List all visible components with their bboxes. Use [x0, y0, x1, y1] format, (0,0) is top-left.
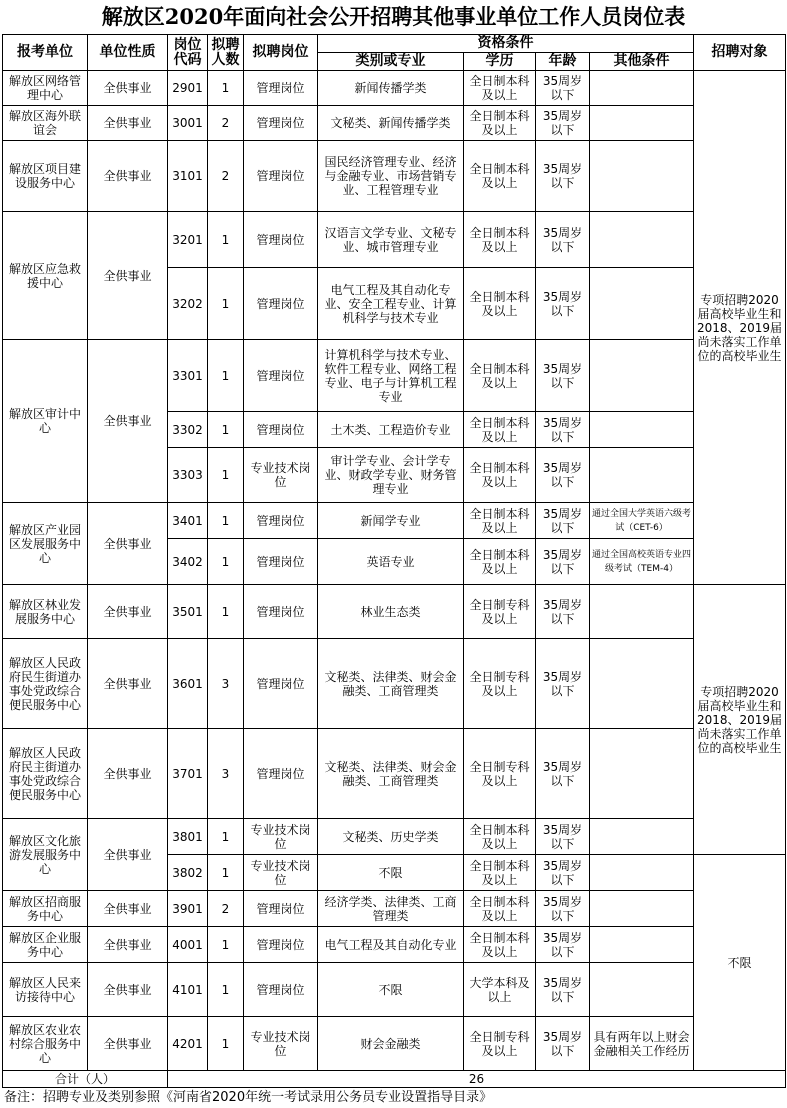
header-other: 其他条件: [590, 53, 694, 71]
cell-post: 管理岗位: [244, 639, 318, 729]
cell-age: 35周岁以下: [536, 71, 590, 106]
cell-education: 全日制专科及以上: [464, 585, 536, 639]
cell-major: 文秘类、法律类、财会金融类、工商管理类: [318, 639, 464, 729]
cell-education: 全日制本科及以上: [464, 106, 536, 141]
cell-post: 专业技术岗位: [244, 1017, 318, 1071]
header-code: 岗位代码: [168, 35, 208, 71]
cell-unit: 解放区人民政府民主街道办事处党政综合便民服务中心: [3, 729, 88, 819]
cell-unit: 解放区文化旅游发展服务中心: [3, 819, 88, 891]
cell-post: 管理岗位: [244, 106, 318, 141]
cell-nature: 全供事业: [88, 106, 168, 141]
cell-target-2: 专项招聘2020届高校毕业生和2018、2019届尚未落实工作单位的高校毕业生: [694, 585, 786, 855]
total-value: 26: [168, 1071, 786, 1088]
cell-code: 3501: [168, 585, 208, 639]
cell-code: 3701: [168, 729, 208, 819]
cell-unit: 解放区审计中心: [3, 340, 88, 503]
cell-count: 1: [208, 412, 244, 448]
cell-code: 3802: [168, 855, 208, 891]
cell-code: 3001: [168, 106, 208, 141]
cell-post: 专业技术岗位: [244, 448, 318, 503]
cell-major: 英语专业: [318, 539, 464, 585]
total-row: [3, 1071, 786, 1088]
cell-nature: 全供事业: [88, 891, 168, 927]
cell-unit: 解放区招商服务中心: [3, 891, 88, 927]
cell-age: 35周岁以下: [536, 585, 590, 639]
cell-age: 35周岁以下: [536, 729, 590, 819]
cell-education: 全日制专科及以上: [464, 1017, 536, 1071]
cell-post: 管理岗位: [244, 927, 318, 963]
cell-other: [590, 891, 694, 927]
table-row: [3, 927, 786, 963]
cell-unit: 解放区人民来访接待中心: [3, 963, 88, 1017]
cell-other: [590, 71, 694, 106]
table-row: [3, 71, 786, 106]
table-row: [3, 141, 786, 212]
cell-code: 2901: [168, 71, 208, 106]
cell-count: 1: [208, 819, 244, 855]
cell-education: 全日制本科及以上: [464, 891, 536, 927]
cell-unit: 解放区产业园区发展服务中心: [3, 503, 88, 585]
cell-education: 全日制本科及以上: [464, 412, 536, 448]
cell-education: 全日制专科及以上: [464, 639, 536, 729]
cell-code: 3402: [168, 539, 208, 585]
cell-age: 35周岁以下: [536, 503, 590, 539]
cell-post: 管理岗位: [244, 71, 318, 106]
header-qualifications: 资格条件: [318, 35, 694, 53]
cell-count: 1: [208, 585, 244, 639]
cell-code: 3101: [168, 141, 208, 212]
cell-nature: 全供事业: [88, 212, 168, 340]
cell-count: 1: [208, 963, 244, 1017]
cell-major: 财会金融类: [318, 1017, 464, 1071]
cell-nature: 全供事业: [88, 71, 168, 106]
table-row: [3, 639, 786, 729]
cell-nature: 全供事业: [88, 639, 168, 729]
cell-nature: 全供事业: [88, 585, 168, 639]
cell-count: 1: [208, 340, 244, 412]
cell-other: [590, 927, 694, 963]
cell-education: 全日制本科及以上: [464, 448, 536, 503]
cell-nature: 全供事业: [88, 503, 168, 585]
cell-count: 1: [208, 212, 244, 268]
table-row: [3, 340, 786, 412]
table-row: [3, 503, 786, 539]
cell-education: 全日制本科及以上: [464, 340, 536, 412]
cell-count: 2: [208, 891, 244, 927]
cell-age: 35周岁以下: [536, 819, 590, 855]
cell-nature: 全供事业: [88, 819, 168, 891]
cell-unit: 解放区企业服务中心: [3, 927, 88, 963]
cell-age: 35周岁以下: [536, 891, 590, 927]
cell-education: 全日制本科及以上: [464, 539, 536, 585]
cell-code: 4101: [168, 963, 208, 1017]
cell-unit: 解放区应急救援中心: [3, 212, 88, 340]
cell-age: 35周岁以下: [536, 855, 590, 891]
cell-major: 电气工程及其自动化专业、安全工程专业、计算机科学与技术专业: [318, 268, 464, 340]
cell-major: 审计学专业、会计学专业、财政学专业、财务管理专业: [318, 448, 464, 503]
cell-major: 国民经济管理专业、经济与金融专业、市场营销专业、工程管理专业: [318, 141, 464, 212]
cell-other: [590, 268, 694, 340]
cell-major: 文秘类、新闻传播学类: [318, 106, 464, 141]
cell-age: 35周岁以下: [536, 412, 590, 448]
cell-other: [590, 141, 694, 212]
cell-nature: 全供事业: [88, 963, 168, 1017]
table-row: [3, 585, 786, 639]
cell-other: [590, 855, 694, 891]
cell-major: 计算机科学与技术专业、软件工程专业、网络工程专业、电子与计算机工程专业: [318, 340, 464, 412]
cell-education: 全日制本科及以上: [464, 503, 536, 539]
cell-age: 35周岁以下: [536, 539, 590, 585]
cell-unit: 解放区农业农村综合服务中心: [3, 1017, 88, 1071]
page-title: 解放区2020年面向社会公开招聘其他事业单位工作人员岗位表: [101, 4, 686, 29]
cell-major: 土木类、工程造价专业: [318, 412, 464, 448]
cell-age: 35周岁以下: [536, 106, 590, 141]
cell-unit: 解放区项目建设服务中心: [3, 141, 88, 212]
header-unit: 报考单位: [3, 35, 88, 71]
cell-code: 4001: [168, 927, 208, 963]
cell-major: 经济学类、法律类、工商管理类: [318, 891, 464, 927]
cell-other: [590, 639, 694, 729]
cell-target-3: 不限: [694, 855, 786, 1071]
cell-post: 专业技术岗位: [244, 855, 318, 891]
cell-age: 35周岁以下: [536, 268, 590, 340]
cell-education: 全日制本科及以上: [464, 927, 536, 963]
cell-count: 1: [208, 927, 244, 963]
cell-nature: 全供事业: [88, 927, 168, 963]
cell-education: 全日制专科及以上: [464, 729, 536, 819]
cell-code: 3401: [168, 503, 208, 539]
table-row: [3, 1017, 786, 1071]
cell-count: 1: [208, 448, 244, 503]
cell-count: 1: [208, 268, 244, 340]
cell-major: 文秘类、法律类、财会金融类、工商管理类: [318, 729, 464, 819]
cell-major: 新闻传播学类: [318, 71, 464, 106]
cell-unit: 解放区林业发展服务中心: [3, 585, 88, 639]
cell-unit: 解放区海外联谊会: [3, 106, 88, 141]
total-label: 合计（人）: [3, 1071, 168, 1088]
cell-other: [590, 819, 694, 855]
header-major: 类别或专业: [318, 53, 464, 71]
cell-post: 管理岗位: [244, 141, 318, 212]
cell-unit: 解放区人民政府民生街道办事处党政综合便民服务中心: [3, 639, 88, 729]
cell-count: 1: [208, 71, 244, 106]
cell-code: 4201: [168, 1017, 208, 1071]
cell-count: 1: [208, 503, 244, 539]
header-nature: 单位性质: [88, 35, 168, 71]
cell-code: 3202: [168, 268, 208, 340]
cell-age: 35周岁以下: [536, 141, 590, 212]
cell-other: [590, 963, 694, 1017]
positions-table: [2, 34, 786, 1088]
cell-other: 通过全国大学英语六级考试（CET-6）: [590, 503, 694, 539]
header-age: 年龄: [536, 53, 590, 71]
cell-age: 35周岁以下: [536, 448, 590, 503]
cell-code: 3303: [168, 448, 208, 503]
cell-count: 2: [208, 141, 244, 212]
cell-other: [590, 340, 694, 412]
cell-post: 管理岗位: [244, 268, 318, 340]
cell-education: 全日制本科及以上: [464, 212, 536, 268]
cell-post: 管理岗位: [244, 891, 318, 927]
table-row: [3, 819, 786, 855]
cell-code: 3901: [168, 891, 208, 927]
cell-major: 不限: [318, 963, 464, 1017]
cell-other: [590, 585, 694, 639]
cell-count: 1: [208, 855, 244, 891]
cell-code: 3801: [168, 819, 208, 855]
header-education: 学历: [464, 53, 536, 71]
table-row: [3, 963, 786, 1017]
cell-count: 3: [208, 729, 244, 819]
footnote: 备注：招聘专业及类别参照《河南省2020年统一考试录用公务员专业设置指导目录》: [4, 1090, 493, 1105]
table-row: [3, 891, 786, 927]
cell-education: 全日制本科及以上: [464, 268, 536, 340]
cell-code: 3302: [168, 412, 208, 448]
cell-major: 文秘类、历史学类: [318, 819, 464, 855]
cell-count: 2: [208, 106, 244, 141]
cell-major: 电气工程及其自动化专业: [318, 927, 464, 963]
cell-other: 具有两年以上财会金融相关工作经历: [590, 1017, 694, 1071]
cell-post: 管理岗位: [244, 503, 318, 539]
cell-age: 35周岁以下: [536, 340, 590, 412]
cell-other: [590, 729, 694, 819]
table-row: [3, 729, 786, 819]
cell-other: [590, 212, 694, 268]
cell-post: 管理岗位: [244, 585, 318, 639]
cell-count: 1: [208, 539, 244, 585]
cell-other: 通过全国高校英语专业四级考试（TEM-4）: [590, 539, 694, 585]
cell-post: 管理岗位: [244, 412, 318, 448]
cell-major: 新闻学专业: [318, 503, 464, 539]
cell-target-1: 专项招聘2020届高校毕业生和2018、2019届尚未落实工作单位的高校毕业生: [694, 71, 786, 585]
table-row: [3, 212, 786, 268]
cell-nature: 全供事业: [88, 141, 168, 212]
cell-major: 不限: [318, 855, 464, 891]
cell-count: 1: [208, 1017, 244, 1071]
cell-code: 3201: [168, 212, 208, 268]
header-post: 拟聘岗位: [244, 35, 318, 71]
cell-age: 35周岁以下: [536, 1017, 590, 1071]
cell-post: 专业技术岗位: [244, 819, 318, 855]
table-row: [3, 106, 786, 141]
cell-education: 大学本科及以上: [464, 963, 536, 1017]
cell-post: 管理岗位: [244, 729, 318, 819]
cell-major: 汉语言文学专业、文秘专业、城市管理专业: [318, 212, 464, 268]
cell-nature: 全供事业: [88, 1017, 168, 1071]
cell-code: 3601: [168, 639, 208, 729]
cell-age: 35周岁以下: [536, 639, 590, 729]
cell-post: 管理岗位: [244, 963, 318, 1017]
cell-education: 全日制本科及以上: [464, 855, 536, 891]
cell-other: [590, 412, 694, 448]
cell-code: 3301: [168, 340, 208, 412]
cell-age: 35周岁以下: [536, 963, 590, 1017]
cell-education: 全日制本科及以上: [464, 71, 536, 106]
cell-education: 全日制本科及以上: [464, 141, 536, 212]
cell-other: [590, 448, 694, 503]
cell-major: 林业生态类: [318, 585, 464, 639]
cell-post: 管理岗位: [244, 340, 318, 412]
cell-education: 全日制本科及以上: [464, 819, 536, 855]
cell-unit: 解放区网络管理中心: [3, 71, 88, 106]
cell-post: 管理岗位: [244, 539, 318, 585]
cell-nature: 全供事业: [88, 340, 168, 503]
cell-post: 管理岗位: [244, 212, 318, 268]
header-count: 拟聘人数: [208, 35, 244, 71]
cell-count: 3: [208, 639, 244, 729]
cell-nature: 全供事业: [88, 729, 168, 819]
cell-age: 35周岁以下: [536, 927, 590, 963]
header-target: 招聘对象: [694, 35, 786, 71]
cell-age: 35周岁以下: [536, 212, 590, 268]
cell-other: [590, 106, 694, 141]
